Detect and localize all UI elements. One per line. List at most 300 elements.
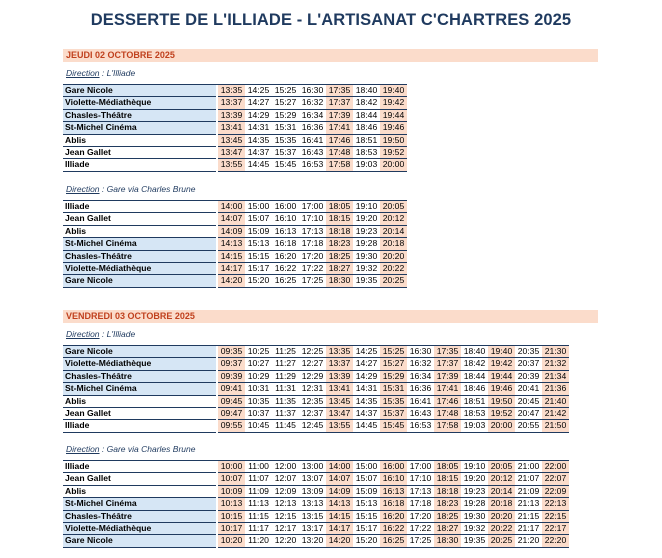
departure-time: 22:07 bbox=[542, 473, 569, 485]
departure-time: 18:25 bbox=[326, 250, 353, 262]
timetable-thursday-to-gare bbox=[63, 200, 407, 288]
departure-time: 16:25 bbox=[380, 535, 407, 547]
stop-name: Gare Nicole bbox=[63, 535, 216, 547]
departure-time: 14:25 bbox=[245, 85, 272, 97]
departure-time: 14:31 bbox=[353, 383, 380, 395]
departure-time: 10:20 bbox=[218, 535, 245, 547]
departure-time: 19:28 bbox=[353, 238, 380, 250]
departure-time: 15:27 bbox=[380, 358, 407, 370]
stop-name: Chasles-Théâtre bbox=[63, 109, 216, 121]
departure-time: 15:35 bbox=[380, 395, 407, 407]
departure-time: 19:35 bbox=[461, 535, 488, 547]
departure-time: 19:23 bbox=[353, 225, 380, 237]
departure-time: 12:25 bbox=[299, 346, 326, 358]
departure-time: 17:00 bbox=[299, 201, 326, 213]
departure-time: 13:47 bbox=[326, 408, 353, 420]
departure-time: 14:13 bbox=[326, 498, 353, 510]
departure-time: 16:34 bbox=[407, 370, 434, 382]
departure-time: 19:50 bbox=[380, 134, 407, 146]
departure-time: 15:09 bbox=[353, 485, 380, 497]
departure-time: 14:15 bbox=[326, 510, 353, 522]
departure-time: 17:22 bbox=[299, 263, 326, 275]
departure-time: 17:35 bbox=[326, 85, 353, 97]
departure-time: 13:35 bbox=[326, 346, 353, 358]
stop-name: Jean Gallet bbox=[63, 147, 216, 159]
stop-name: Jean Gallet bbox=[63, 408, 216, 420]
timetable-friday-to-illiade bbox=[63, 345, 569, 433]
departure-time: 15:25 bbox=[272, 85, 299, 97]
departure-time: 16:30 bbox=[407, 346, 434, 358]
departure-time: 21:36 bbox=[542, 383, 569, 395]
departure-time: 11:45 bbox=[272, 420, 299, 432]
departure-time: 11:15 bbox=[245, 510, 272, 522]
departure-time: 16:25 bbox=[272, 275, 299, 287]
stop-name: Chasles-Théâtre bbox=[63, 370, 216, 382]
direction-label: Direction bbox=[66, 184, 100, 194]
departure-time: 14:17 bbox=[326, 523, 353, 535]
departure-time: 12:31 bbox=[299, 383, 326, 395]
departure-time: 22:17 bbox=[542, 523, 569, 535]
departure-time: 20:45 bbox=[515, 395, 542, 407]
departure-time: 10:45 bbox=[245, 420, 272, 432]
departure-time: 10:37 bbox=[245, 408, 272, 420]
departure-time: 17:46 bbox=[434, 395, 461, 407]
day-header-thursday: JEUDI 02 OCTOBRE 2025 bbox=[63, 49, 598, 62]
departure-time: 16:22 bbox=[380, 523, 407, 535]
departure-time: 19:32 bbox=[353, 263, 380, 275]
departure-time: 22:15 bbox=[542, 510, 569, 522]
departure-time: 19:30 bbox=[353, 250, 380, 262]
departure-time: 10:00 bbox=[218, 461, 245, 473]
stop-name: Illiade bbox=[63, 159, 216, 171]
departure-time: 14:27 bbox=[353, 358, 380, 370]
table-row bbox=[63, 109, 407, 121]
table-row bbox=[63, 134, 407, 146]
departure-time: 13:55 bbox=[218, 159, 245, 171]
departure-time: 15:31 bbox=[272, 122, 299, 134]
departure-time: 14:00 bbox=[326, 461, 353, 473]
departure-time: 09:45 bbox=[218, 395, 245, 407]
departure-time: 13:39 bbox=[326, 370, 353, 382]
departure-time: 21:09 bbox=[515, 485, 542, 497]
stop-name: Illiade bbox=[63, 461, 216, 473]
direction-heading bbox=[66, 329, 135, 339]
departure-time: 13:41 bbox=[218, 122, 245, 134]
departure-time: 20:37 bbox=[515, 358, 542, 370]
departure-time: 13:09 bbox=[299, 485, 326, 497]
departure-time: 15:20 bbox=[353, 535, 380, 547]
departure-time: 09:37 bbox=[218, 358, 245, 370]
departure-time: 14:13 bbox=[218, 238, 245, 250]
departure-time: 18:51 bbox=[353, 134, 380, 146]
departure-time: 16:41 bbox=[407, 395, 434, 407]
departure-time: 11:07 bbox=[245, 473, 272, 485]
departure-time: 19:03 bbox=[461, 420, 488, 432]
stop-name: Illiade bbox=[63, 201, 216, 213]
table-row bbox=[63, 510, 569, 522]
departure-time: 17:13 bbox=[407, 485, 434, 497]
departure-time: 12:45 bbox=[299, 420, 326, 432]
departure-time: 18:18 bbox=[326, 225, 353, 237]
direction-label: Direction bbox=[66, 329, 100, 339]
departure-time: 19:46 bbox=[488, 383, 515, 395]
departure-time: 12:13 bbox=[272, 498, 299, 510]
departure-time: 16:20 bbox=[272, 250, 299, 262]
departure-time: 16:43 bbox=[407, 408, 434, 420]
stop-name: St-Michel Cinéma bbox=[63, 498, 216, 510]
departure-time: 18:18 bbox=[434, 485, 461, 497]
departure-time: 13:47 bbox=[218, 147, 245, 159]
departure-time: 11:20 bbox=[245, 535, 272, 547]
departure-time: 22:13 bbox=[542, 498, 569, 510]
departure-time: 15:07 bbox=[353, 473, 380, 485]
departure-time: 18:30 bbox=[326, 275, 353, 287]
table-row bbox=[63, 485, 569, 497]
departure-time: 17:18 bbox=[299, 238, 326, 250]
departure-time: 17:41 bbox=[434, 383, 461, 395]
table-row bbox=[63, 498, 569, 510]
departure-time: 11:25 bbox=[272, 346, 299, 358]
stop-name: Violette-Médiathèque bbox=[63, 523, 216, 535]
departure-time: 14:09 bbox=[326, 485, 353, 497]
departure-time: 15:13 bbox=[245, 238, 272, 250]
departure-time: 18:40 bbox=[353, 85, 380, 97]
departure-time: 21:34 bbox=[542, 370, 569, 382]
table-row bbox=[63, 535, 569, 547]
departure-time: 20:22 bbox=[488, 523, 515, 535]
stop-name: St-Michel Cinéma bbox=[63, 238, 216, 250]
departure-time: 10:09 bbox=[218, 485, 245, 497]
departure-time: 12:15 bbox=[272, 510, 299, 522]
departure-time: 14:29 bbox=[245, 109, 272, 121]
departure-time: 20:18 bbox=[380, 238, 407, 250]
departure-time: 15:31 bbox=[380, 383, 407, 395]
departure-time: 14:00 bbox=[218, 201, 245, 213]
departure-time: 14:31 bbox=[245, 122, 272, 134]
departure-time: 22:20 bbox=[542, 535, 569, 547]
departure-time: 16:34 bbox=[299, 109, 326, 121]
departure-time: 15:09 bbox=[245, 225, 272, 237]
departure-time: 19:52 bbox=[380, 147, 407, 159]
table-row bbox=[63, 225, 407, 237]
departure-time: 19:20 bbox=[353, 213, 380, 225]
departure-time: 10:31 bbox=[245, 383, 272, 395]
departure-time: 11:00 bbox=[245, 461, 272, 473]
departure-time: 17:22 bbox=[407, 523, 434, 535]
departure-time: 16:41 bbox=[299, 134, 326, 146]
departure-time: 12:00 bbox=[272, 461, 299, 473]
stop-name: Ablis bbox=[63, 395, 216, 407]
departure-time: 15:20 bbox=[245, 275, 272, 287]
departure-time: 13:07 bbox=[299, 473, 326, 485]
departure-time: 16:00 bbox=[272, 201, 299, 213]
departure-time: 15:35 bbox=[272, 134, 299, 146]
departure-time: 18:53 bbox=[461, 408, 488, 420]
departure-time: 10:35 bbox=[245, 395, 272, 407]
departure-time: 15:17 bbox=[245, 263, 272, 275]
departure-time: 17:58 bbox=[326, 159, 353, 171]
departure-time: 10:07 bbox=[218, 473, 245, 485]
departure-time: 19:20 bbox=[461, 473, 488, 485]
departure-time: 14:20 bbox=[218, 275, 245, 287]
table-row bbox=[63, 523, 569, 535]
departure-time: 15:37 bbox=[380, 408, 407, 420]
departure-time: 16:30 bbox=[299, 85, 326, 97]
departure-time: 19:03 bbox=[353, 159, 380, 171]
departure-time: 18:05 bbox=[434, 461, 461, 473]
departure-time: 13:37 bbox=[326, 358, 353, 370]
stop-name: St-Michel Cinéma bbox=[63, 122, 216, 134]
departure-time: 15:15 bbox=[353, 510, 380, 522]
page-title: DESSERTE DE L'ILLIADE - L'ARTISANAT C'CHARTRES 2025 bbox=[90, 11, 572, 29]
departure-time: 15:45 bbox=[380, 420, 407, 432]
departure-time: 18:15 bbox=[434, 473, 461, 485]
departure-time: 13:45 bbox=[326, 395, 353, 407]
table-row bbox=[63, 85, 407, 97]
departure-time: 17:48 bbox=[434, 408, 461, 420]
departure-time: 10:17 bbox=[218, 523, 245, 535]
table-row bbox=[63, 370, 569, 382]
table-row bbox=[63, 159, 407, 171]
departure-time: 11:09 bbox=[245, 485, 272, 497]
departure-time: 19:42 bbox=[380, 97, 407, 109]
departure-time: 18:05 bbox=[326, 201, 353, 213]
departure-time: 22:09 bbox=[542, 485, 569, 497]
departure-time: 17:00 bbox=[407, 461, 434, 473]
stop-name: Illiade bbox=[63, 420, 216, 432]
departure-time: 20:12 bbox=[488, 473, 515, 485]
departure-time: 21:20 bbox=[515, 535, 542, 547]
departure-time: 12:37 bbox=[299, 408, 326, 420]
departure-time: 11:27 bbox=[272, 358, 299, 370]
table-row bbox=[63, 263, 407, 275]
timetable-friday-to-gare bbox=[63, 460, 569, 548]
departure-time: 16:20 bbox=[380, 510, 407, 522]
table-row bbox=[63, 395, 569, 407]
departure-time: 17:20 bbox=[299, 250, 326, 262]
direction-heading bbox=[66, 444, 195, 454]
departure-time: 18:30 bbox=[434, 535, 461, 547]
departure-time: 16:32 bbox=[407, 358, 434, 370]
departure-time: 19:50 bbox=[488, 395, 515, 407]
departure-time: 19:52 bbox=[488, 408, 515, 420]
departure-time: 10:27 bbox=[245, 358, 272, 370]
departure-time: 18:27 bbox=[326, 263, 353, 275]
departure-time: 20:55 bbox=[515, 420, 542, 432]
departure-time: 13:55 bbox=[326, 420, 353, 432]
departure-time: 20:05 bbox=[488, 461, 515, 473]
departure-time: 15:00 bbox=[245, 201, 272, 213]
departure-time: 09:55 bbox=[218, 420, 245, 432]
departure-time: 13:41 bbox=[326, 383, 353, 395]
departure-time: 09:41 bbox=[218, 383, 245, 395]
table-row bbox=[63, 250, 407, 262]
table-row bbox=[63, 201, 407, 213]
departure-time: 16:00 bbox=[380, 461, 407, 473]
direction-heading bbox=[66, 184, 195, 194]
departure-time: 14:35 bbox=[245, 134, 272, 146]
stop-name: Violette-Médiathèque bbox=[63, 358, 216, 370]
table-row bbox=[63, 420, 569, 432]
departure-time: 17:10 bbox=[407, 473, 434, 485]
departure-time: 12:09 bbox=[272, 485, 299, 497]
table-row bbox=[63, 238, 407, 250]
stop-name: Jean Gallet bbox=[63, 473, 216, 485]
departure-time: 09:47 bbox=[218, 408, 245, 420]
departure-time: 14:29 bbox=[353, 370, 380, 382]
departure-time: 14:45 bbox=[245, 159, 272, 171]
departure-time: 20:05 bbox=[380, 201, 407, 213]
departure-time: 18:44 bbox=[353, 109, 380, 121]
direction-destination: : L'Illiade bbox=[99, 68, 136, 78]
departure-time: 16:13 bbox=[272, 225, 299, 237]
departure-time: 20:41 bbox=[515, 383, 542, 395]
departure-time: 09:35 bbox=[218, 346, 245, 358]
departure-time: 13:20 bbox=[299, 535, 326, 547]
departure-time: 15:15 bbox=[245, 250, 272, 262]
departure-time: 16:36 bbox=[299, 122, 326, 134]
table-row bbox=[63, 358, 569, 370]
departure-time: 18:27 bbox=[434, 523, 461, 535]
departure-time: 14:27 bbox=[245, 97, 272, 109]
departure-time: 15:00 bbox=[353, 461, 380, 473]
departure-time: 20:20 bbox=[488, 510, 515, 522]
departure-time: 16:18 bbox=[380, 498, 407, 510]
departure-time: 17:18 bbox=[407, 498, 434, 510]
departure-time: 16:32 bbox=[299, 97, 326, 109]
departure-time: 18:42 bbox=[353, 97, 380, 109]
departure-time: 10:13 bbox=[218, 498, 245, 510]
departure-time: 13:00 bbox=[299, 461, 326, 473]
departure-time: 18:15 bbox=[326, 213, 353, 225]
departure-time: 20:18 bbox=[488, 498, 515, 510]
direction-destination: : Gare via Charles Brune bbox=[99, 184, 196, 194]
departure-time: 13:17 bbox=[299, 523, 326, 535]
departure-time: 16:13 bbox=[380, 485, 407, 497]
departure-time: 15:13 bbox=[353, 498, 380, 510]
departure-time: 21:30 bbox=[542, 346, 569, 358]
departure-time: 15:27 bbox=[272, 97, 299, 109]
direction-heading bbox=[66, 68, 135, 78]
stop-name: Chasles-Théâtre bbox=[63, 250, 216, 262]
departure-time: 18:40 bbox=[461, 346, 488, 358]
stop-name: Gare Nicole bbox=[63, 85, 216, 97]
table-row bbox=[63, 97, 407, 109]
departure-time: 17:10 bbox=[299, 213, 326, 225]
stop-name: Gare Nicole bbox=[63, 275, 216, 287]
departure-time: 20:47 bbox=[515, 408, 542, 420]
departure-time: 21:40 bbox=[542, 395, 569, 407]
departure-time: 17:41 bbox=[326, 122, 353, 134]
departure-time: 21:50 bbox=[542, 420, 569, 432]
departure-time: 19:40 bbox=[488, 346, 515, 358]
departure-time: 11:31 bbox=[272, 383, 299, 395]
departure-time: 17:20 bbox=[407, 510, 434, 522]
departure-time: 20:00 bbox=[380, 159, 407, 171]
stop-name: Ablis bbox=[63, 485, 216, 497]
table-row bbox=[63, 383, 569, 395]
departure-time: 14:07 bbox=[326, 473, 353, 485]
departure-time: 19:23 bbox=[461, 485, 488, 497]
departure-time: 14:37 bbox=[245, 147, 272, 159]
departure-time: 18:23 bbox=[434, 498, 461, 510]
departure-time: 21:15 bbox=[515, 510, 542, 522]
departure-time: 20:25 bbox=[380, 275, 407, 287]
departure-time: 20:25 bbox=[488, 535, 515, 547]
departure-time: 12:35 bbox=[299, 395, 326, 407]
departure-time: 13:39 bbox=[218, 109, 245, 121]
departure-time: 19:44 bbox=[488, 370, 515, 382]
departure-time: 18:46 bbox=[353, 122, 380, 134]
departure-time: 21:00 bbox=[515, 461, 542, 473]
departure-time: 13:15 bbox=[299, 510, 326, 522]
departure-time: 19:30 bbox=[461, 510, 488, 522]
departure-time: 16:10 bbox=[380, 473, 407, 485]
departure-time: 17:37 bbox=[326, 97, 353, 109]
departure-time: 18:53 bbox=[353, 147, 380, 159]
departure-time: 20:39 bbox=[515, 370, 542, 382]
table-row bbox=[63, 473, 569, 485]
departure-time: 18:25 bbox=[434, 510, 461, 522]
departure-time: 17:48 bbox=[326, 147, 353, 159]
departure-time: 13:13 bbox=[299, 498, 326, 510]
departure-time: 21:07 bbox=[515, 473, 542, 485]
departure-time: 18:51 bbox=[461, 395, 488, 407]
table-row bbox=[63, 346, 569, 358]
departure-time: 11:17 bbox=[245, 523, 272, 535]
departure-time: 17:37 bbox=[434, 358, 461, 370]
departure-time: 14:25 bbox=[353, 346, 380, 358]
departure-time: 13:45 bbox=[218, 134, 245, 146]
stop-name: Violette-Médiathèque bbox=[63, 97, 216, 109]
stop-name: Ablis bbox=[63, 134, 216, 146]
departure-time: 17:46 bbox=[326, 134, 353, 146]
departure-time: 20:14 bbox=[488, 485, 515, 497]
departure-time: 17:35 bbox=[434, 346, 461, 358]
stop-name: Violette-Médiathèque bbox=[63, 263, 216, 275]
departure-time: 14:07 bbox=[218, 213, 245, 225]
departure-time: 19:44 bbox=[380, 109, 407, 121]
departure-time: 20:20 bbox=[380, 250, 407, 262]
departure-time: 09:39 bbox=[218, 370, 245, 382]
departure-time: 16:10 bbox=[272, 213, 299, 225]
departure-time: 19:10 bbox=[461, 461, 488, 473]
departure-time: 14:09 bbox=[218, 225, 245, 237]
departure-time: 19:32 bbox=[461, 523, 488, 535]
departure-time: 19:35 bbox=[353, 275, 380, 287]
departure-time: 16:18 bbox=[272, 238, 299, 250]
table-row bbox=[63, 147, 407, 159]
stop-name: St-Michel Cinéma bbox=[63, 383, 216, 395]
departure-time: 20:22 bbox=[380, 263, 407, 275]
departure-time: 15:45 bbox=[272, 159, 299, 171]
departure-time: 20:00 bbox=[488, 420, 515, 432]
departure-time: 17:58 bbox=[434, 420, 461, 432]
departure-time: 14:35 bbox=[353, 395, 380, 407]
departure-time: 13:37 bbox=[218, 97, 245, 109]
departure-time: 18:46 bbox=[461, 383, 488, 395]
departure-time: 14:15 bbox=[218, 250, 245, 262]
table-row bbox=[63, 122, 407, 134]
departure-time: 22:00 bbox=[542, 461, 569, 473]
departure-time: 12:17 bbox=[272, 523, 299, 535]
direction-destination: : Gare via Charles Brune bbox=[99, 444, 196, 454]
departure-time: 20:12 bbox=[380, 213, 407, 225]
departure-time: 18:42 bbox=[461, 358, 488, 370]
direction-label: Direction bbox=[66, 444, 100, 454]
departure-time: 16:36 bbox=[407, 383, 434, 395]
departure-time: 15:29 bbox=[380, 370, 407, 382]
